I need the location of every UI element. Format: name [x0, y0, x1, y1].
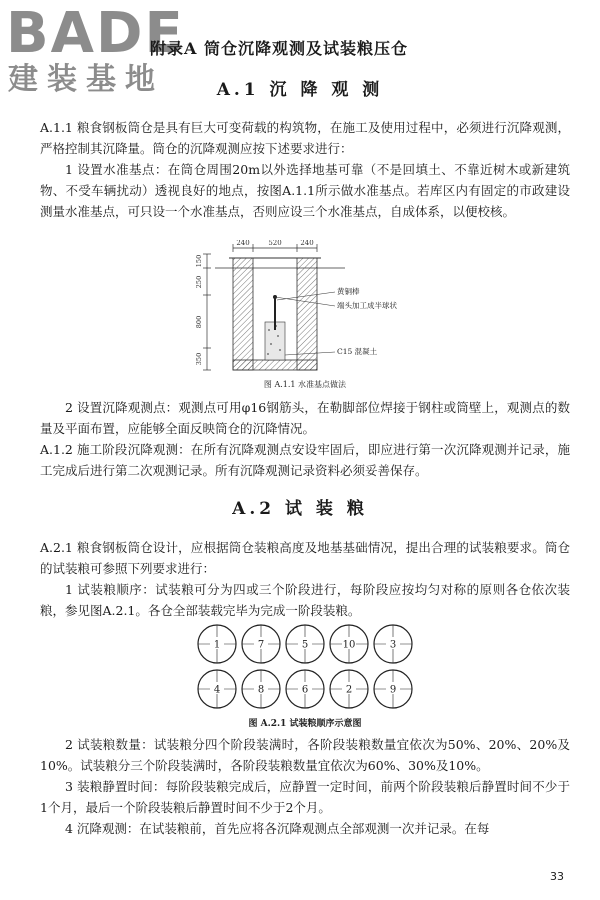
figure-loading-sequence — [195, 622, 415, 732]
silo-order-label: 1 — [213, 639, 221, 651]
silo-order-label: 4 — [213, 684, 221, 696]
paragraph-a1-1-item1: 1 设置水准基点：在筒仓周围20m以外选择地基可靠（不是回填土、不靠近树木或新建筑物、不受车辆扰动）透视良好的地点，按图A.1.1所示做水准基点。若库区内有固定的市政建设测量水准基点，可只设一个水准基点，否则应设三个水准基点，自成体系，以便校核。 — [40, 162, 570, 219]
label-rod-end: 端头加工成半球状 — [337, 301, 397, 310]
silo-order-label: 2 — [345, 684, 353, 696]
logo-word: BADE — [6, 1, 185, 66]
dim-top-left: 240 — [236, 240, 250, 247]
paragraph-a1-2: A.1.2 施工阶段沉降观测：在所有沉降观测点安设牢固后，即应进行第一次沉降观测并记录，施工完成后进行第二次观测记录。所有沉降观测记录资料必须妥善保存。 — [40, 442, 570, 478]
paragraph-a2-1-item4: 4 沉降观测：在试装粮前，首先应将各沉降观测点全部观测一次并记录。在每 — [65, 821, 490, 836]
figure-a21-caption: 图 A.2.1 试装粮顺序示意图 — [248, 719, 362, 729]
silo-order-label: 8 — [257, 684, 265, 696]
paragraph-a2-1-item1: 1 试装粮顺序：试装粮可分为四或三个阶段进行，每阶段应按均匀对称的原则各仓依次装粮，参见图A.2.1。各仓全部装载完毕为完成一阶段装粮。 — [40, 582, 570, 618]
paragraph-a2-1-item2: 2 试装粮数量：试装粮分四个阶段装满时，各阶段装粮数量宜依次为50%、20%、20%及10%。试装粮分三个阶段装满时，各阶段装粮数量宜依次为60%、30%及10%。 — [40, 737, 570, 773]
label-concrete: C15 混凝土 — [337, 347, 378, 356]
logo-subtitle: 建装基地 — [8, 62, 164, 97]
label-brass-rod: 黄铜棒 — [337, 287, 360, 296]
appendix-title: 附录A 筒仓沉降观测及试装粮压仓 — [150, 39, 408, 58]
paragraph-a2-1: A.2.1 粮食钢板筒仓设计，应根据筒仓装粮高度及地基基础情况，提出合理的试装粮要求。筒仓的试装粮可参照下列要求进行： — [40, 540, 570, 576]
section-heading-a2: A.2 试 装 粮 — [232, 499, 368, 519]
silo-order-label: 7 — [257, 639, 265, 651]
paragraph-a1-1-item2: 2 设置沉降观测点：观测点可用φ16钢筋头，在勒脚部位焊接于钢柱或筒壁上，观测点的数量及平面布置，应能够全面反映筒仓的沉降情况。 — [40, 400, 570, 436]
paragraph-a2-1-item3: 3 装粮静置时间：每阶段装粮完成后，应静置一定时间，前两个阶段装粮后静置时间不少于1个月，最后一个阶段装粮后静置时间不少于2个月。 — [40, 779, 570, 815]
dim-left-2: 250 — [195, 275, 203, 289]
section-heading-a1: A.1 沉 降 观 测 — [216, 80, 384, 100]
silo-order-label: 3 — [389, 639, 397, 651]
dim-top-right: 240 — [300, 240, 314, 247]
paragraph-a1-1: A.1.1 粮食钢板筒仓是具有巨大可变荷载的构筑物，在施工及使用过程中，必须进行沉降观测，严格控制其沉降量。筒仓的沉降观测应按下述要求进行： — [40, 120, 570, 156]
silo-order-label: 10 — [342, 639, 356, 651]
dim-left-4: 350 — [195, 352, 203, 366]
page-number: 33 — [550, 870, 564, 883]
figure-benchmark-diagram — [185, 240, 425, 392]
silo-order-label: 5 — [301, 639, 309, 651]
dim-left-3: 800 — [195, 315, 203, 329]
silo-order-label: 9 — [389, 684, 397, 696]
figure-a11-caption: 图 A.1.1 水准基点做法 — [263, 380, 347, 389]
silo-order-label: 6 — [301, 684, 309, 696]
dim-top-middle: 520 — [268, 240, 282, 247]
dim-left-1: 150 — [195, 254, 203, 268]
